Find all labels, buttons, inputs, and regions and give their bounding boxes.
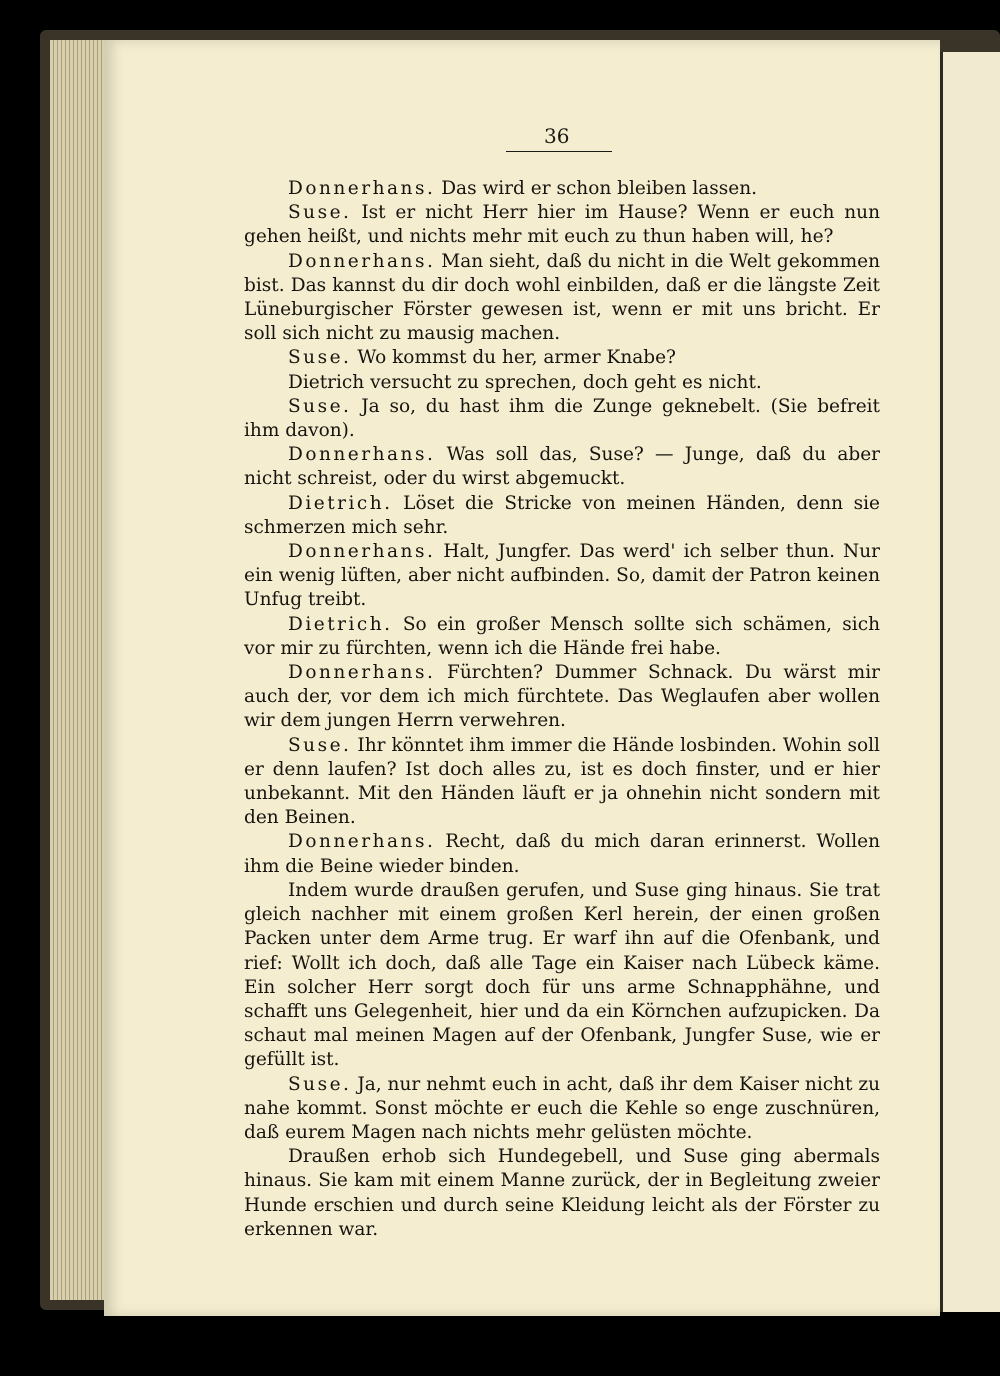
paragraph-text: Ja so, du hast ihm die Zunge geknebelt. (Sie befreit ihm davon). bbox=[244, 395, 880, 442]
paragraph bbox=[244, 613, 880, 661]
paragraph-text: Löset die Stricke von meinen Händen, denn sie schmerzen mich sehr. bbox=[244, 492, 880, 538]
paragraph bbox=[244, 177, 880, 201]
paragraph bbox=[244, 201, 880, 249]
paragraph bbox=[244, 346, 880, 370]
paragraph bbox=[244, 250, 880, 347]
paragraph bbox=[244, 661, 880, 734]
adjacent-page bbox=[940, 52, 1000, 1312]
paragraph-text: So ein großer Mensch sollte sich schämen, sich vor mir zu fürchten, wenn ich die Hände frei habe. bbox=[244, 613, 880, 659]
paragraph bbox=[244, 492, 880, 540]
speaker: Donnerhans. bbox=[288, 250, 436, 272]
speaker: Dietrich. bbox=[288, 613, 393, 635]
speaker: Dietrich. bbox=[288, 492, 393, 514]
speaker: Suse. bbox=[288, 347, 352, 369]
paragraph-text: Wo kommst du her, armer Knabe? bbox=[357, 347, 676, 369]
paragraph bbox=[244, 879, 880, 1073]
speaker: Donnerhans. bbox=[288, 662, 436, 684]
page-body bbox=[244, 177, 880, 1242]
paragraph-text: Indem wurde draußen gerufen, und Suse ging hinaus. Sie trat gleich nachher mit einem großen Kerl herein, der einen großen Packen unter dem Arme trug. Er warf ihn auf die Ofenbank, und rief: Wollt ich doch, daß alle Tage ein Kaiser nach Lübeck käme. Ein solcher Herr sorgt doch für uns arme Schnapphähne, und schafft uns Gelegenheit, hier und da ein Körnchen aufzupicken. Da schaut mal meinen Magen auf der Ofenbank, Jungfer Suse, wie er gefüllt ist. bbox=[244, 879, 880, 1071]
paragraph bbox=[244, 830, 880, 878]
paragraph-text: Das wird er schon bleiben lassen. bbox=[441, 178, 758, 199]
paragraph bbox=[244, 395, 880, 443]
speaker: Dietrich bbox=[288, 371, 365, 393]
speaker: Suse. bbox=[288, 1073, 352, 1095]
speaker: Suse. bbox=[288, 734, 352, 756]
speaker: Suse. bbox=[288, 395, 352, 417]
paragraph-text: versucht zu sprechen, doch geht es nicht. bbox=[370, 371, 762, 393]
paragraph-text: Ja, nur nehmt euch in acht, daß ihr dem Kaiser nicht zu nahe kommt. Sonst möchte er euch die Kehle so enge zuschnüren, daß eurem Magen nach nichts mehr gelüsten möchte. bbox=[244, 1073, 880, 1143]
speaker: Donnerhans. bbox=[288, 444, 436, 466]
speaker: Donnerhans. bbox=[288, 831, 436, 853]
paragraph bbox=[244, 1073, 880, 1146]
paragraph bbox=[244, 540, 880, 613]
paragraph-text: Ist er nicht Herr hier im Hause? Wenn er euch nun gehen heißt, und nichts mehr mit euch zu thun haben will, he? bbox=[244, 202, 880, 248]
paragraph-text: Ihr könntet ihm immer die Hände losbinden. Wohin soll er denn laufen? Ist doch alles zu, ist es doch finster, und er hier unbekannt. Mit den Händen läuft er ja ohnehin nicht sondern mit den Beinen. bbox=[244, 734, 880, 829]
paragraph-text: Fürchten? Dummer Schnack. Du wärst mir auch der, vor dem ich mich fürchtete. Das Weglaufen aber wollen wir dem jungen Herrn verwehren. bbox=[244, 662, 880, 732]
paragraph bbox=[244, 1145, 880, 1242]
paragraph-text: Draußen erhob sich Hundegebell, und Suse ging abermals hinaus. Sie kam mit einem Manne zurück, der in Begleitung zweier Hunde erschien und durch seine Kleidung leicht als der Förster zu erkennen war. bbox=[244, 1146, 880, 1240]
paragraph-text: Halt, Jungfer. Das werd' ich selber thun. Nur ein wenig lüften, aber nicht aufbinden. So, damit der Patron keinen Unfug treibt. bbox=[244, 541, 880, 611]
paragraph-text: Recht, daß du mich daran erinnerst. Wollen ihm die Beine wieder binden. bbox=[244, 831, 880, 877]
paragraph bbox=[244, 371, 880, 395]
header-rule bbox=[506, 151, 612, 152]
speaker: Donnerhans. bbox=[288, 541, 436, 563]
speaker: Donnerhans. bbox=[288, 178, 436, 199]
paragraph-text: Was soll das, Suse? — Junge, daß du aber nicht schreist, oder du wirst abgemuckt. bbox=[244, 444, 880, 490]
paragraph-text: Man sieht, daß du nicht in die Welt gekommen bist. Das kannst du dir doch wohl einbilden, daß er die längste Zeit Lüneburgischer Förster gewesen ist, wenn er mit uns bricht. Er soll sich nicht zu mausig machen. bbox=[244, 250, 880, 345]
paragraph bbox=[244, 443, 880, 491]
paragraph bbox=[244, 734, 880, 831]
speaker: Suse. bbox=[288, 202, 352, 224]
page-number: 36 bbox=[544, 124, 570, 148]
